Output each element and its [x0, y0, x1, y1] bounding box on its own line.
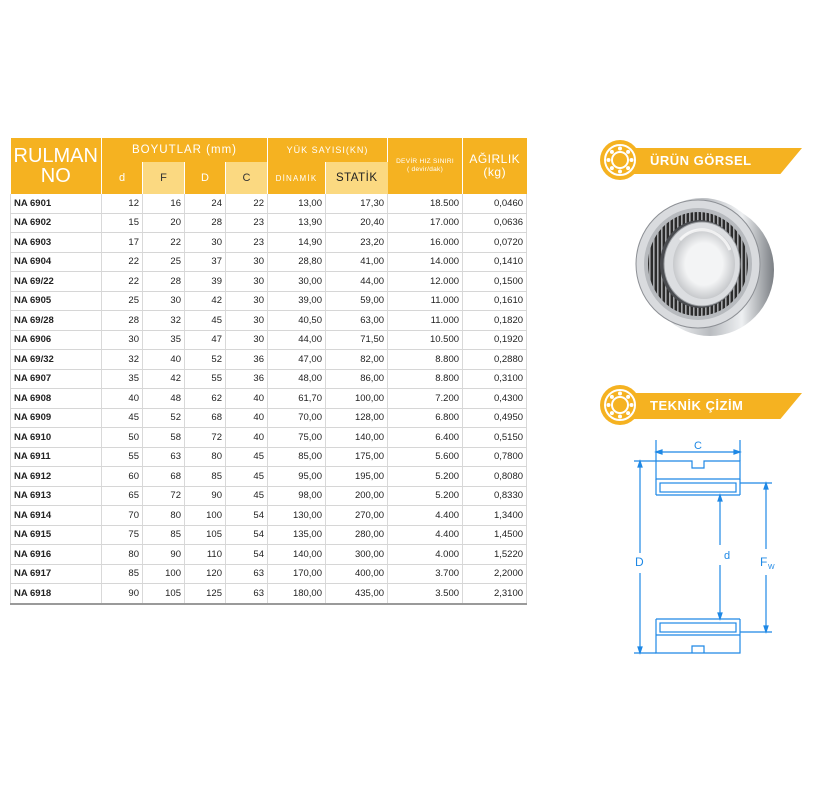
cell-load-statik: 175,00: [326, 447, 388, 467]
cell-dim-C: 22: [226, 194, 268, 213]
bearing-ring-icon: [600, 385, 640, 425]
cell-bearing-no: NA 6916: [11, 545, 102, 565]
cell-dim-D: 100: [185, 506, 226, 526]
technical-drawing: [620, 435, 790, 665]
cell-weight: 0,1500: [463, 272, 527, 292]
cell-bearing-no: NA 6905: [11, 291, 102, 311]
cell-dim-F: 28: [143, 272, 185, 292]
cell-load-dinamik: 180,00: [268, 584, 326, 604]
cell-dim-C: 23: [226, 233, 268, 253]
cell-load-dinamik: 140,00: [268, 545, 326, 565]
cell-dim-F: 16: [143, 194, 185, 213]
cell-load-dinamik: 98,00: [268, 486, 326, 506]
cell-speed-limit: 18.500: [388, 194, 463, 213]
cell-weight: 0,0460: [463, 194, 527, 213]
cell-dim-C: 30: [226, 272, 268, 292]
table-row: [11, 272, 527, 292]
table-row: [11, 330, 527, 350]
cell-bearing-no: NA 6903: [11, 233, 102, 253]
table-row: [11, 350, 527, 370]
cell-dim-C: 40: [226, 428, 268, 448]
cell-speed-limit: 4.400: [388, 506, 463, 526]
cell-load-statik: 86,00: [326, 369, 388, 389]
cell-bearing-no: NA 69/32: [11, 350, 102, 370]
cell-speed-limit: 11.000: [388, 291, 463, 311]
header-agirlik-line1: AĞIRLIK: [469, 152, 521, 166]
cell-weight: 0,4300: [463, 389, 527, 409]
cell-speed-limit: 16.000: [388, 233, 463, 253]
cell-dim-F: 100: [143, 564, 185, 584]
cell-load-dinamik: 28,80: [268, 252, 326, 272]
cell-speed-limit: 6.800: [388, 408, 463, 428]
cell-dim-C: 54: [226, 545, 268, 565]
cell-bearing-no: NA 6908: [11, 389, 102, 409]
bearing-ring-icon: [600, 140, 640, 180]
cell-dim-d: 35: [102, 369, 143, 389]
cell-dim-F: 35: [143, 330, 185, 350]
cell-dim-d: 65: [102, 486, 143, 506]
cell-dim-F: 22: [143, 233, 185, 253]
cell-load-statik: 44,00: [326, 272, 388, 292]
cell-dim-C: 63: [226, 564, 268, 584]
cell-dim-D: 55: [185, 369, 226, 389]
cell-load-dinamik: 39,00: [268, 291, 326, 311]
table-row: [11, 525, 527, 545]
cell-dim-F: 20: [143, 213, 185, 233]
label-C: C: [694, 440, 702, 452]
cell-dim-C: 45: [226, 467, 268, 487]
table-row: [11, 408, 527, 428]
cell-dim-C: 23: [226, 213, 268, 233]
cell-dim-F: 52: [143, 408, 185, 428]
cell-speed-limit: 4.400: [388, 525, 463, 545]
cell-load-statik: 140,00: [326, 428, 388, 448]
cell-dim-d: 15: [102, 213, 143, 233]
cell-load-statik: 435,00: [326, 584, 388, 604]
cell-weight: 0,2880: [463, 350, 527, 370]
cell-weight: 2,2000: [463, 564, 527, 584]
cell-dim-D: 62: [185, 389, 226, 409]
label-D: D: [635, 555, 644, 569]
cell-weight: 0,4950: [463, 408, 527, 428]
cell-dim-F: 105: [143, 584, 185, 604]
cell-load-statik: 128,00: [326, 408, 388, 428]
cell-dim-D: 125: [185, 584, 226, 604]
cell-dim-D: 45: [185, 311, 226, 331]
header-D: D: [185, 162, 226, 194]
cell-dim-d: 70: [102, 506, 143, 526]
cell-dim-D: 42: [185, 291, 226, 311]
table-row: [11, 252, 527, 272]
cell-load-dinamik: 44,00: [268, 330, 326, 350]
table-row: [11, 369, 527, 389]
table-row: [11, 428, 527, 448]
cell-dim-d: 90: [102, 584, 143, 604]
cell-load-dinamik: 13,00: [268, 194, 326, 213]
cell-load-statik: 20,40: [326, 213, 388, 233]
cell-load-statik: 100,00: [326, 389, 388, 409]
cell-dim-d: 60: [102, 467, 143, 487]
section-banner-drawing: [600, 385, 805, 425]
cell-dim-F: 48: [143, 389, 185, 409]
cell-dim-D: 28: [185, 213, 226, 233]
cell-weight: 0,1410: [463, 252, 527, 272]
cell-dim-d: 85: [102, 564, 143, 584]
cell-bearing-no: NA 6904: [11, 252, 102, 272]
cell-dim-D: 68: [185, 408, 226, 428]
section-banner-product: [600, 140, 805, 180]
table-row: [11, 213, 527, 233]
table-row: [11, 506, 527, 526]
cell-load-dinamik: 47,00: [268, 350, 326, 370]
cell-dim-D: 105: [185, 525, 226, 545]
cell-dim-F: 32: [143, 311, 185, 331]
cell-weight: 0,1820: [463, 311, 527, 331]
header-agirlik: [463, 138, 527, 194]
table-row: [11, 447, 527, 467]
cell-load-statik: 280,00: [326, 525, 388, 545]
cell-weight: 2,3100: [463, 584, 527, 604]
cell-dim-D: 37: [185, 252, 226, 272]
cell-weight: 0,5150: [463, 428, 527, 448]
cell-weight: 0,0636: [463, 213, 527, 233]
cell-load-dinamik: 30,00: [268, 272, 326, 292]
header-rulman-line1: RULMAN: [13, 145, 98, 167]
cell-dim-C: 36: [226, 350, 268, 370]
header-devir: [388, 138, 463, 194]
cell-dim-d: 22: [102, 252, 143, 272]
cell-load-dinamik: 85,00: [268, 447, 326, 467]
cell-bearing-no: NA 6906: [11, 330, 102, 350]
cell-load-dinamik: 135,00: [268, 525, 326, 545]
cell-load-statik: 270,00: [326, 506, 388, 526]
cell-dim-C: 63: [226, 584, 268, 604]
cell-weight: 0,1610: [463, 291, 527, 311]
cell-load-dinamik: 13,90: [268, 213, 326, 233]
cell-bearing-no: NA 6914: [11, 506, 102, 526]
cell-dim-d: 75: [102, 525, 143, 545]
cell-speed-limit: 7.200: [388, 389, 463, 409]
cell-load-statik: 23,20: [326, 233, 388, 253]
table-row: [11, 311, 527, 331]
section-title-drawing: TEKNİK ÇİZİM: [650, 398, 744, 413]
cell-dim-D: 110: [185, 545, 226, 565]
table-row: [11, 486, 527, 506]
header-rulman-line2: NO: [40, 165, 71, 187]
cell-dim-F: 40: [143, 350, 185, 370]
cell-speed-limit: 6.400: [388, 428, 463, 448]
cell-load-statik: 17,30: [326, 194, 388, 213]
cell-load-dinamik: 95,00: [268, 467, 326, 487]
cell-dim-d: 32: [102, 350, 143, 370]
cell-speed-limit: 5.200: [388, 486, 463, 506]
cell-load-dinamik: 40,50: [268, 311, 326, 331]
cell-dim-C: 54: [226, 506, 268, 526]
cell-speed-limit: 8.800: [388, 369, 463, 389]
cell-load-dinamik: 48,00: [268, 369, 326, 389]
cell-load-statik: 63,00: [326, 311, 388, 331]
table-row: [11, 564, 527, 584]
cell-load-dinamik: 61,70: [268, 389, 326, 409]
header-yuk-sayisi: YÜK SAYISI(KN): [268, 138, 388, 162]
cell-speed-limit: 3.700: [388, 564, 463, 584]
cell-dim-d: 25: [102, 291, 143, 311]
cell-speed-limit: 5.600: [388, 447, 463, 467]
cell-weight: 0,3100: [463, 369, 527, 389]
cell-dim-d: 17: [102, 233, 143, 253]
cell-bearing-no: NA 69/22: [11, 272, 102, 292]
cell-bearing-no: NA 6909: [11, 408, 102, 428]
cell-load-statik: 59,00: [326, 291, 388, 311]
cell-bearing-no: NA 6915: [11, 525, 102, 545]
cell-dim-F: 68: [143, 467, 185, 487]
table-row: [11, 194, 527, 213]
label-Fw-subscript: W: [768, 564, 775, 571]
cell-dim-D: 85: [185, 467, 226, 487]
cell-load-statik: 82,00: [326, 350, 388, 370]
header-dinamik: DİNAMİK: [268, 162, 326, 194]
header-C: C: [226, 162, 268, 194]
cell-dim-D: 120: [185, 564, 226, 584]
cell-weight: 0,8330: [463, 486, 527, 506]
cell-dim-C: 54: [226, 525, 268, 545]
cell-dim-C: 30: [226, 252, 268, 272]
cell-dim-d: 50: [102, 428, 143, 448]
cell-speed-limit: 8.800: [388, 350, 463, 370]
cell-dim-D: 90: [185, 486, 226, 506]
section-title-product: ÜRÜN GÖRSEL: [650, 153, 752, 168]
cell-weight: 1,5220: [463, 545, 527, 565]
cell-load-dinamik: 14,90: [268, 233, 326, 253]
header-F: F: [143, 162, 185, 194]
cell-dim-d: 22: [102, 272, 143, 292]
cell-dim-F: 72: [143, 486, 185, 506]
cell-dim-F: 63: [143, 447, 185, 467]
cell-dim-F: 42: [143, 369, 185, 389]
cell-speed-limit: 3.500: [388, 584, 463, 604]
cell-speed-limit: 5.200: [388, 467, 463, 487]
cell-bearing-no: NA 6917: [11, 564, 102, 584]
cell-dim-d: 12: [102, 194, 143, 213]
cell-dim-C: 30: [226, 291, 268, 311]
cell-load-statik: 200,00: [326, 486, 388, 506]
cell-load-dinamik: 70,00: [268, 408, 326, 428]
cell-dim-C: 30: [226, 330, 268, 350]
cell-dim-D: 80: [185, 447, 226, 467]
cell-dim-D: 47: [185, 330, 226, 350]
table-row: [11, 467, 527, 487]
cell-weight: 1,3400: [463, 506, 527, 526]
cell-dim-C: 40: [226, 389, 268, 409]
cell-dim-C: 45: [226, 447, 268, 467]
cell-dim-d: 40: [102, 389, 143, 409]
cell-load-dinamik: 170,00: [268, 564, 326, 584]
header-boyutlar: BOYUTLAR (mm): [102, 138, 268, 162]
cell-speed-limit: 10.500: [388, 330, 463, 350]
cell-dim-D: 24: [185, 194, 226, 213]
cell-bearing-no: NA 6902: [11, 213, 102, 233]
table-row: [11, 545, 527, 565]
cell-speed-limit: 11.000: [388, 311, 463, 331]
cell-dim-D: 39: [185, 272, 226, 292]
cell-load-statik: 400,00: [326, 564, 388, 584]
cell-dim-F: 90: [143, 545, 185, 565]
cell-bearing-no: NA 6912: [11, 467, 102, 487]
bearing-spec-table: [10, 138, 527, 605]
header-devir-line2: ( devir/dak): [406, 166, 444, 173]
cell-speed-limit: 12.000: [388, 272, 463, 292]
cell-dim-d: 55: [102, 447, 143, 467]
label-d: d: [724, 550, 731, 562]
cell-bearing-no: NA 6910: [11, 428, 102, 448]
cell-load-statik: 195,00: [326, 467, 388, 487]
cell-dim-F: 25: [143, 252, 185, 272]
header-rulman-no: [11, 138, 102, 194]
cell-dim-C: 30: [226, 311, 268, 331]
cell-speed-limit: 4.000: [388, 545, 463, 565]
label-Fw: F: [760, 555, 768, 569]
cell-bearing-no: NA 6918: [11, 584, 102, 604]
cell-weight: 0,0720: [463, 233, 527, 253]
cell-dim-d: 30: [102, 330, 143, 350]
cell-dim-d: 45: [102, 408, 143, 428]
cell-weight: 0,7800: [463, 447, 527, 467]
cell-bearing-no: NA 6911: [11, 447, 102, 467]
table-row: [11, 389, 527, 409]
header-d: d: [102, 162, 143, 194]
cell-dim-C: 40: [226, 408, 268, 428]
cell-dim-d: 28: [102, 311, 143, 331]
cell-dim-F: 58: [143, 428, 185, 448]
cell-load-statik: 300,00: [326, 545, 388, 565]
cell-weight: 1,4500: [463, 525, 527, 545]
cell-load-statik: 41,00: [326, 252, 388, 272]
table-row: [11, 291, 527, 311]
cell-bearing-no: NA 6907: [11, 369, 102, 389]
cell-dim-d: 80: [102, 545, 143, 565]
cell-load-dinamik: 75,00: [268, 428, 326, 448]
cell-load-dinamik: 130,00: [268, 506, 326, 526]
bearing-product-image: [620, 190, 785, 345]
cell-weight: 0,8080: [463, 467, 527, 487]
cell-weight: 0,1920: [463, 330, 527, 350]
cell-dim-D: 72: [185, 428, 226, 448]
table-body: [11, 194, 527, 604]
cell-dim-F: 30: [143, 291, 185, 311]
table-row: [11, 584, 527, 604]
header-statik: STATİK: [326, 162, 388, 194]
cell-dim-D: 30: [185, 233, 226, 253]
cell-speed-limit: 14.000: [388, 252, 463, 272]
cell-load-statik: 71,50: [326, 330, 388, 350]
cell-dim-F: 85: [143, 525, 185, 545]
cell-bearing-no: NA 6913: [11, 486, 102, 506]
cell-bearing-no: NA 69/28: [11, 311, 102, 331]
cell-dim-C: 45: [226, 486, 268, 506]
cell-dim-D: 52: [185, 350, 226, 370]
cell-dim-C: 36: [226, 369, 268, 389]
cell-dim-F: 80: [143, 506, 185, 526]
cell-bearing-no: NA 6901: [11, 194, 102, 213]
header-devir-line1: DEVİR HIZ SINIRI: [396, 158, 454, 165]
table-row: [11, 233, 527, 253]
header-agirlik-line2: (kg): [483, 165, 507, 179]
cell-speed-limit: 17.000: [388, 213, 463, 233]
